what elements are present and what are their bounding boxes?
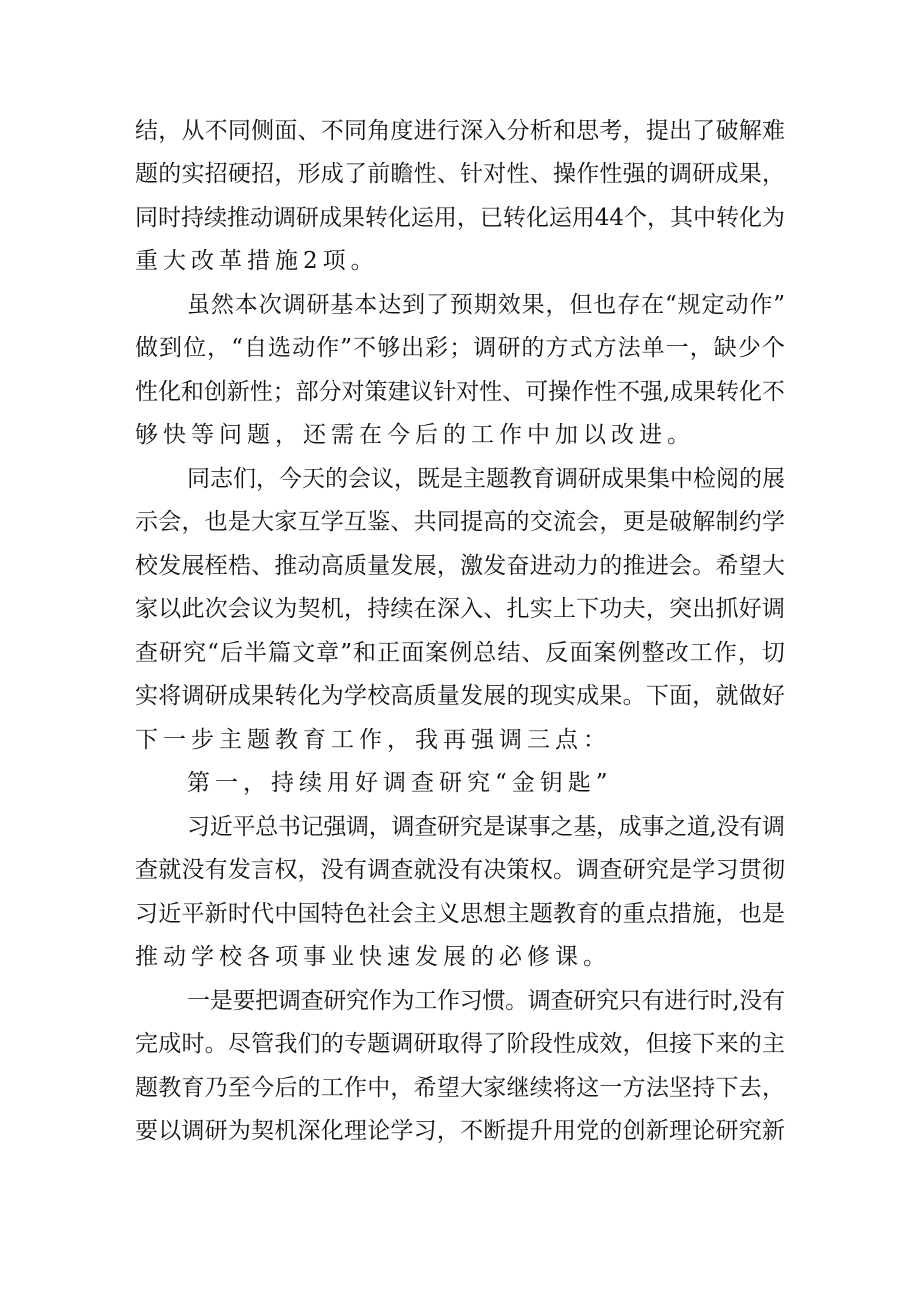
paragraph-3-line-2: 示会，也是大家互学互鉴、共同提高的交流会，更是破解制约学	[135, 509, 786, 535]
paragraph-1-line-1: 结，从不同侧面、不同角度进行深入分析和思考，提出了破解难	[135, 118, 786, 144]
paragraph-3-line-4: 家以此次会议为契机，持续在深入、扎实上下功夫，突出抓好调	[135, 596, 786, 622]
paragraph-2-line-2: 做到位，“自选动作”不够出彩；调研的方式方法单一，缺少个	[135, 335, 786, 361]
paragraph-2-line-4: 够快等问题，还需在今后的工作中加以改进。	[135, 422, 695, 448]
paragraph-2-line-1: 虽然本次调研基本达到了预期效果，但也存在“规定动作”	[187, 292, 786, 318]
paragraph-5-line-2: 查就没有发言权，没有调查就没有决策权。调查研究是学习贯彻	[135, 857, 786, 883]
paragraph-2-line-3: 性化和创新性；部分对策建议针对性、可操作性不强,成果转化不	[135, 379, 785, 405]
section-heading-first: 第一，持续用好调查研究“金钥匙”	[187, 770, 613, 796]
paragraph-1-line-3: 同时持续推动调研成果转化运用，已转化运用44个，其中转化为	[135, 205, 785, 231]
paragraph-6-line-1: 一是要把调查研究作为工作习惯。调查研究只有进行时,没有	[187, 988, 785, 1014]
paragraph-1-line-4: 重大改革措施2项。	[135, 248, 379, 274]
paragraph-6-line-3: 题教育乃至今后的工作中，希望大家继续将这一方法坚持下去，	[135, 1075, 786, 1101]
paragraph-5-line-1: 习近平总书记强调，调查研究是谋事之基，成事之道,没有调	[187, 814, 785, 840]
paragraph-3-line-6: 实将调研成果转化为学校高质量发展的现实成果。下面，就做好	[135, 683, 786, 709]
paragraph-6-line-2: 完成时。尽管我们的专题调研取得了阶段性成效，但接下来的主	[135, 1031, 786, 1057]
paragraph-3-line-7: 下一步主题教育工作，我再强调三点：	[135, 727, 611, 753]
paragraph-1-line-2: 题的实招硬招，形成了前瞻性、针对性、操作性强的调研成果，	[135, 161, 786, 187]
paragraph-6-line-4: 要以调研为契机深化理论学习，不断提升用党的创新理论研究新	[135, 1118, 786, 1144]
paragraph-3-line-1: 同志们，今天的会议，既是主题教育调研成果集中检阅的展	[187, 466, 785, 492]
paragraph-3-line-3: 校发展桎梏、推动高质量发展，激发奋进动力的推进会。希望大	[135, 553, 786, 579]
paragraph-5-line-4: 推动学校各项事业快速发展的必修课。	[135, 944, 611, 970]
paragraph-5-line-3: 习近平新时代中国特色社会主义思想主题教育的重点措施，也是	[135, 901, 786, 927]
paragraph-3-line-5: 查研究“后半篇文章”和正面案例总结、反面案例整改工作，切	[135, 640, 786, 666]
